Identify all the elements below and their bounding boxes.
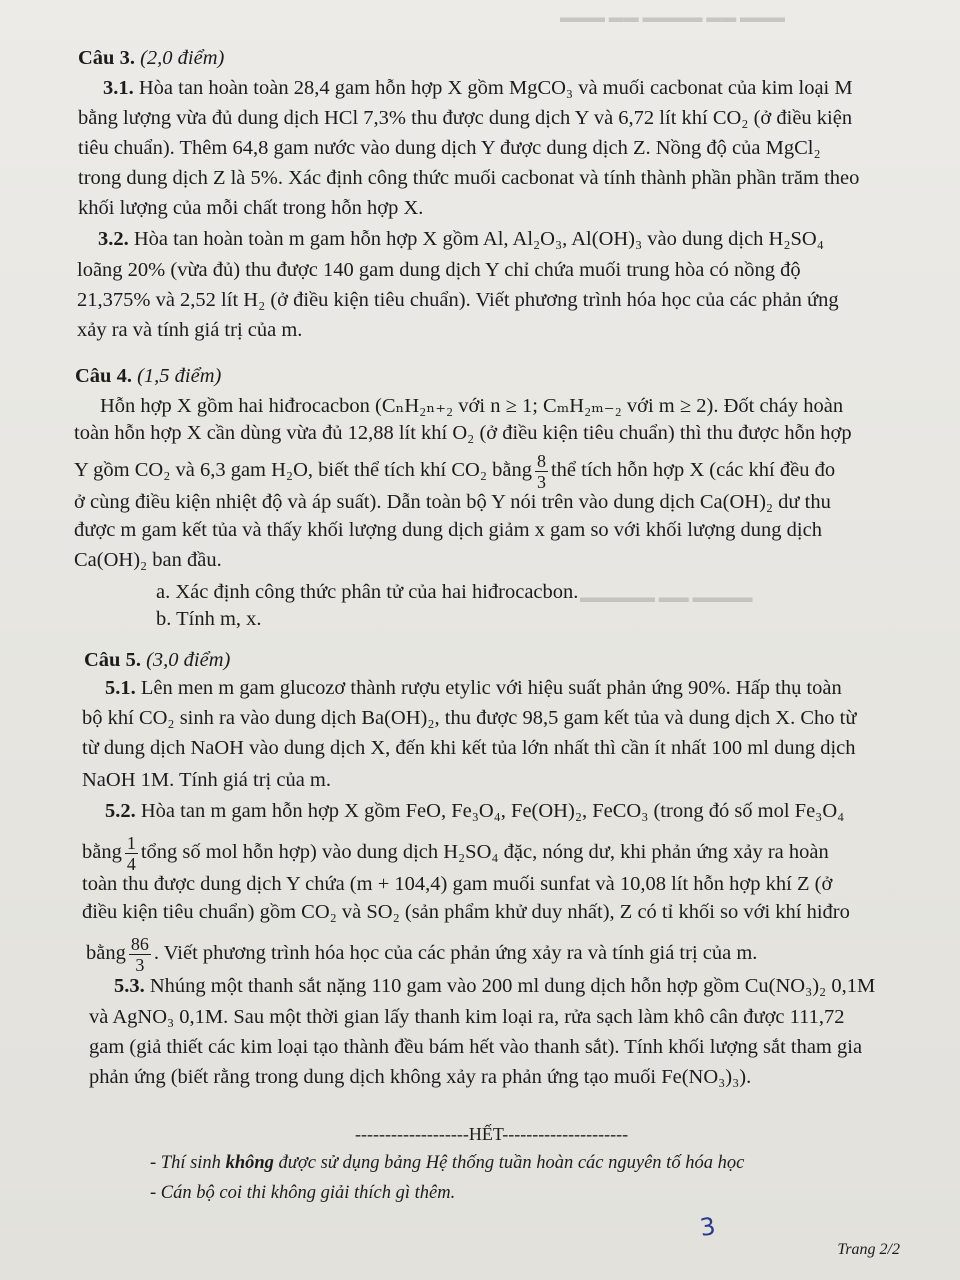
q5-2-line: bằng $\frac{86}{3}$ . Viết phương trình hóa học của các phản ứng xảy ra và tính giá trị của m. xyxy=(86,934,758,975)
q5-3-line: gam (giả thiết các kim loại tạo thành đều bám hết vào thanh sắt). Tính khối lượng sắt tham gia xyxy=(89,1036,863,1058)
question-4-heading: Câu 4. (1,5 điểm) xyxy=(75,365,222,387)
q5-1-line: 5.1. Lên men m gam glucozơ thành rượu etylic với hiệu suất phản ứng 90%. Hấp thụ toàn xyxy=(105,677,842,699)
q4-line: toàn hỗn hợp X cần dùng vừa đủ 12,88 lít khí O₂ (ở điều kiện tiêu chuẩn) thì thu được hỗn hợp xyxy=(74,422,852,444)
q5-1-line: NaOH 1M. Tính giá trị của m. xyxy=(82,769,331,791)
q5-2-line: 5.2. Hòa tan m gam hỗn hợp X gồm FeO, Fe₃O₄, Fe(OH)₂, FeCO₃ (trong đó số mol Fe₃O₄ xyxy=(105,800,845,822)
handwritten-mark: 3 xyxy=(698,1212,718,1242)
q3-1-line: trong dung dịch Z là 5%. Xác định công thức muối cacbonat và tính thành phần phần trăm theo xyxy=(78,167,860,189)
q5-2-line: bằng $\frac{1}{4}$ tổng số mol hỗn hợp) vào dung dịch H₂SO₄ đặc, nóng dư, khi phản ứng xảy ra hoàn xyxy=(82,833,829,874)
q3-1-line: bằng lượng vừa đủ dung dịch HCl 7,3% thu được dung dịch Y và 6,72 lít khí CO₂ (ở điều kiện xyxy=(78,107,853,129)
q4-line: ở cùng điều kiện nhiệt độ và áp suất). Dẫn toàn bộ Y nói trên vào dung dịch Ca(OH)₂ dư thu xyxy=(74,491,831,513)
q3-2-line: 21,375% và 2,52 lít H₂ (ở điều kiện tiêu chuẩn). Viết phương trình hóa học của các phản ứng xyxy=(77,289,839,311)
question-3-heading: Câu 3. (2,0 điểm) xyxy=(78,47,225,69)
q3-1-line: tiêu chuẩn). Thêm 64,8 gam nước vào dung dịch Y được dung dịch Z. Nồng độ của MgCl₂ xyxy=(78,137,821,159)
q4-part-a: a. Xác định công thức phân tử của hai hiđrocacbon. xyxy=(156,581,579,603)
q4-line: Hỗn hợp X gồm hai hiđrocacbon (CₙH₂ₙ₊₂ với n ≥ 1; CₘH₂ₘ₋₂ với m ≥ 2). Đốt cháy hoàn xyxy=(100,395,844,417)
q4-line: Y gồm CO₂ và 6,3 gam H₂O, biết thể tích khí CO₂ bằng $\frac{8}{3}$ thể tích hỗn hợp X (các khí đều đo xyxy=(74,451,836,492)
q5-3-line: và AgNO₃ 0,1M. Sau một thời gian lấy thanh kim loại ra, rửa sạch làm khô cân được 111,72 xyxy=(89,1006,845,1028)
q5-1-line: từ dung dịch NaOH vào dung dịch X, đến khi kết tủa lớn nhất thì cần ít nhất 100 ml dung dịch xyxy=(82,737,856,759)
q3-1-line: 3.1. Hòa tan hoàn toàn 28,4 gam hỗn hợp X gồm MgCO₃ và muối cacbonat của kim loại M xyxy=(103,77,853,99)
fraction-86-3: $\frac{86}{3}$ xyxy=(130,934,149,975)
q5-2-line: toàn thu được dung dịch Y chứa (m + 104,4) gam muối sunfat và 10,08 lít hỗn hợp khí Z (ở xyxy=(82,873,833,895)
footnote-no-explanation: - Cán bộ coi thi không giải thích gì thêm. xyxy=(150,1183,456,1203)
fraction-1-4: $\frac{1}{4}$ xyxy=(126,833,136,874)
q4-part-b: b. Tính m, x. xyxy=(156,608,262,630)
q4-line: Ca(OH)₂ ban đầu. xyxy=(74,549,222,571)
q3-2-line: xảy ra và tính giá trị của m. xyxy=(77,319,303,341)
bleed-through-decoration: ▬▬▬▬ ▬▬ ▬▬▬▬▬ xyxy=(580,590,753,606)
q5-3-line: 5.3. Nhúng một thanh sắt nặng 110 gam vào 200 ml dung dịch hỗn hợp gồm Cu(NO₃)₂ 0,1M xyxy=(114,975,876,997)
fraction-8-3: $\frac{8}{3}$ xyxy=(536,451,546,492)
footnote-periodic-table: - Thí sinh không được sử dụng bảng Hệ thống tuần hoàn các nguyên tố hóa học xyxy=(150,1153,745,1173)
q5-2-line: điều kiện tiêu chuẩn) gồm CO₂ và SO₂ (sản phẩm khử duy nhất), Z có tỉ khối so với khí hiđro xyxy=(82,901,850,923)
q5-3-line: phản ứng (biết rằng trong dung dịch không xảy ra phản ứng tạo muối Fe(NO₃)₃). xyxy=(89,1066,752,1088)
page-number: Trang 2/2 xyxy=(837,1241,900,1258)
q4-line: được m gam kết tủa và thấy khối lượng dung dịch giảm x gam so với khối lượng dung dịch xyxy=(74,519,822,541)
q3-2-line: loãng 20% (vừa đủ) thu được 140 gam dung dịch Y chỉ chứa muối trung hòa có nồng độ xyxy=(77,259,801,281)
q3-2-line: 3.2. Hòa tan hoàn toàn m gam hỗn hợp X gồm Al, Al₂O₃, Al(OH)₃ vào dung dịch H₂SO₄ xyxy=(98,228,824,250)
end-marker: -------------------HẾT--------------------- xyxy=(355,1124,629,1144)
q5-1-line: bộ khí CO₂ sinh ra vào dung dịch Ba(OH)₂, thu được 98,5 gam kết tủa và dung dịch X. Cho từ xyxy=(82,707,857,729)
bleed-through-decoration: ▬▬▬ ▬▬ ▬▬▬▬ ▬▬ ▬▬▬ xyxy=(560,10,785,26)
question-5-heading: Câu 5. (3,0 điểm) xyxy=(84,649,231,671)
q3-1-line: khối lượng của mỗi chất trong hỗn hợp X. xyxy=(78,197,424,219)
